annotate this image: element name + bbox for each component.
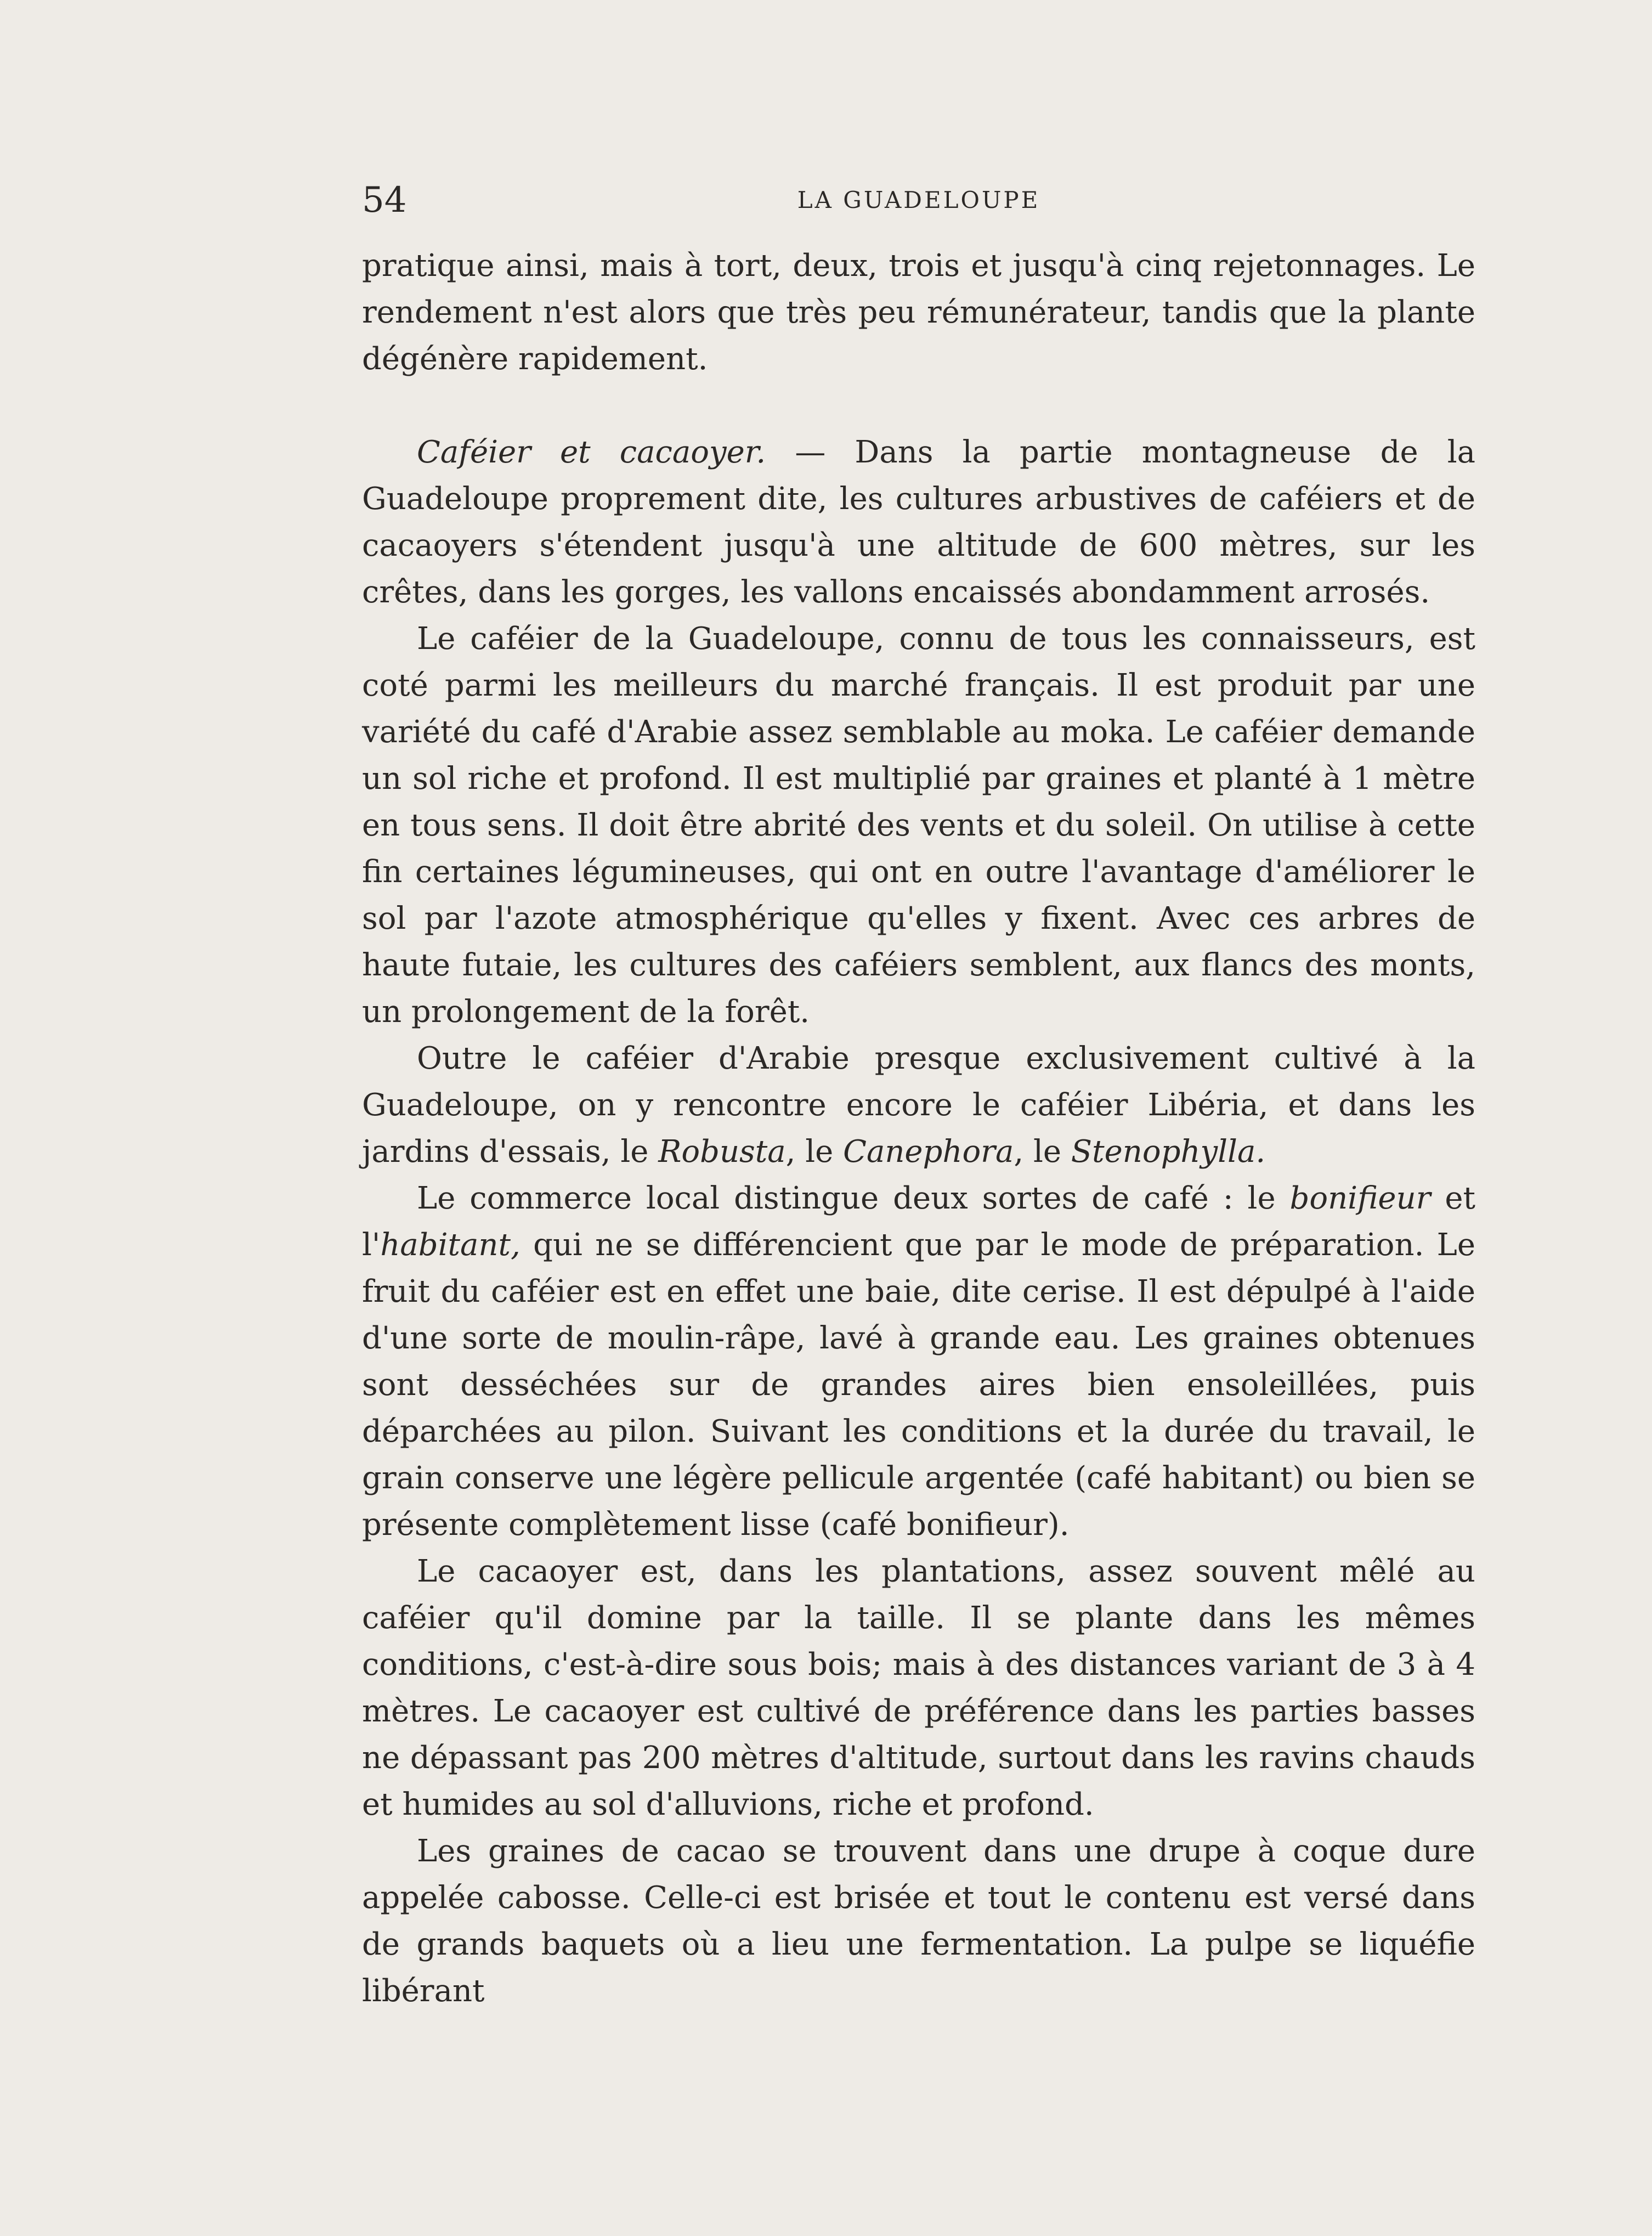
running-title: LA GUADELOUPE xyxy=(797,187,1040,213)
paragraph-5-text-after: qui ne se différencient que par le mode de préparation. Le fruit du caféier est en effet une baie, dite cerise. Il est dépulpé à l'aide d'une sorte de moulin-râpe, lavé à grande eau. Les graines obtenues sont desséchées sur de grandes aires bien ensoleillées, puis déparchées au pilon. Suivant les conditions et la durée du travail, le grain conserve une légère pellicule argentée (café habitant) ou bien se présente complètement lisse (café bonifieur). xyxy=(362,1227,1475,1543)
paragraph-6 xyxy=(362,1548,1475,1828)
paragraph-4 xyxy=(362,1035,1475,1175)
term-bonifieur: bonifieur xyxy=(1289,1181,1431,1216)
paragraph-5-text-before: Le commerce local distingue deux sortes de café : le xyxy=(417,1181,1290,1216)
variety-name-stenophylla: Stenophylla. xyxy=(1071,1134,1266,1170)
separator-1: , le xyxy=(785,1134,844,1170)
term-habitant: habitant, xyxy=(380,1227,521,1263)
paragraph-2 xyxy=(362,429,1475,616)
paragraph-4-text-before: Outre le caféier d'Arabie presque exclusivement cultivé à la Guadeloupe, on y rencontre encore le caféier Libéria, et dans les jardins d'essais, le xyxy=(362,1041,1475,1170)
paragraph-7 xyxy=(362,1828,1475,2014)
page-header xyxy=(362,176,1475,225)
section-heading: Caféier et cacaoyer. xyxy=(417,434,766,470)
paragraph-6-text: Le cacaoyer est, dans les plantations, assez souvent mêlé au caféier qu'il domine par la taille. Il se plante dans les mêmes conditions, c'est-à-dire sous bois; mais à des distances variant de 3 à 4 mètres. Le cacaoyer est cultivé de préférence dans les parties basses ne dépassant pas 200 mètres d'altitude, surtout dans les ravins chauds et humides au sol d'alluvions, riche et profond. xyxy=(362,1554,1475,1822)
variety-name-robusta: Robusta xyxy=(658,1134,786,1170)
paragraph-5-mid: et l' xyxy=(362,1181,1475,1263)
paragraph-3 xyxy=(362,616,1475,1035)
paragraph-1 xyxy=(362,242,1475,382)
paragraph-2-text: — Dans la partie montagneuse de la Guadeloupe proprement dite, les cultures arbustives de caféiers et de cacaoyers s'étendent jusqu'à une altitude de 600 mètres, sur les crêtes, dans les gorges, les vallons encaissés abondamment arrosés. xyxy=(362,434,1475,610)
paragraph-3-text: Le caféier de la Guadeloupe, connu de tous les connaisseurs, est coté parmi les meilleurs du marché français. Il est produit par une variété du café d'Arabie assez semblable au moka. Le caféier demande un sol riche et profond. Il est multiplié par graines et planté à 1 mètre en tous sens. Il doit être abrité des vents et du soleil. On utilise à cette fin certaines légumineuses, qui ont en outre l'avantage d'améliorer le sol par l'azote atmosphérique qu'elles y fixent. Avec ces arbres de haute futaie, les cultures des caféiers semblent, aux flancs des monts, un prolongement de la forêt. xyxy=(362,621,1475,1030)
variety-name-canephora: Canephora xyxy=(843,1134,1014,1170)
page-number: 54 xyxy=(362,180,407,221)
paragraph-5 xyxy=(362,1175,1475,1548)
paragraph-1-text: pratique ainsi, mais à tort, deux, trois et jusqu'à cinq rejetonnages. Le rendement n'est alors que très peu rémunérateur, tandis que la plante dégénère rapidement. xyxy=(362,248,1475,377)
separator-2: , le xyxy=(1014,1134,1071,1170)
paragraph-7-text: Les graines de cacao se trouvent dans une drupe à coque dure appelée cabosse. Celle-ci est brisée et tout le contenu est versé dans de grands baquets où a lieu une fermentation. La pulpe se liquéfie libérant xyxy=(362,1833,1475,2009)
body-text xyxy=(362,242,1475,2014)
